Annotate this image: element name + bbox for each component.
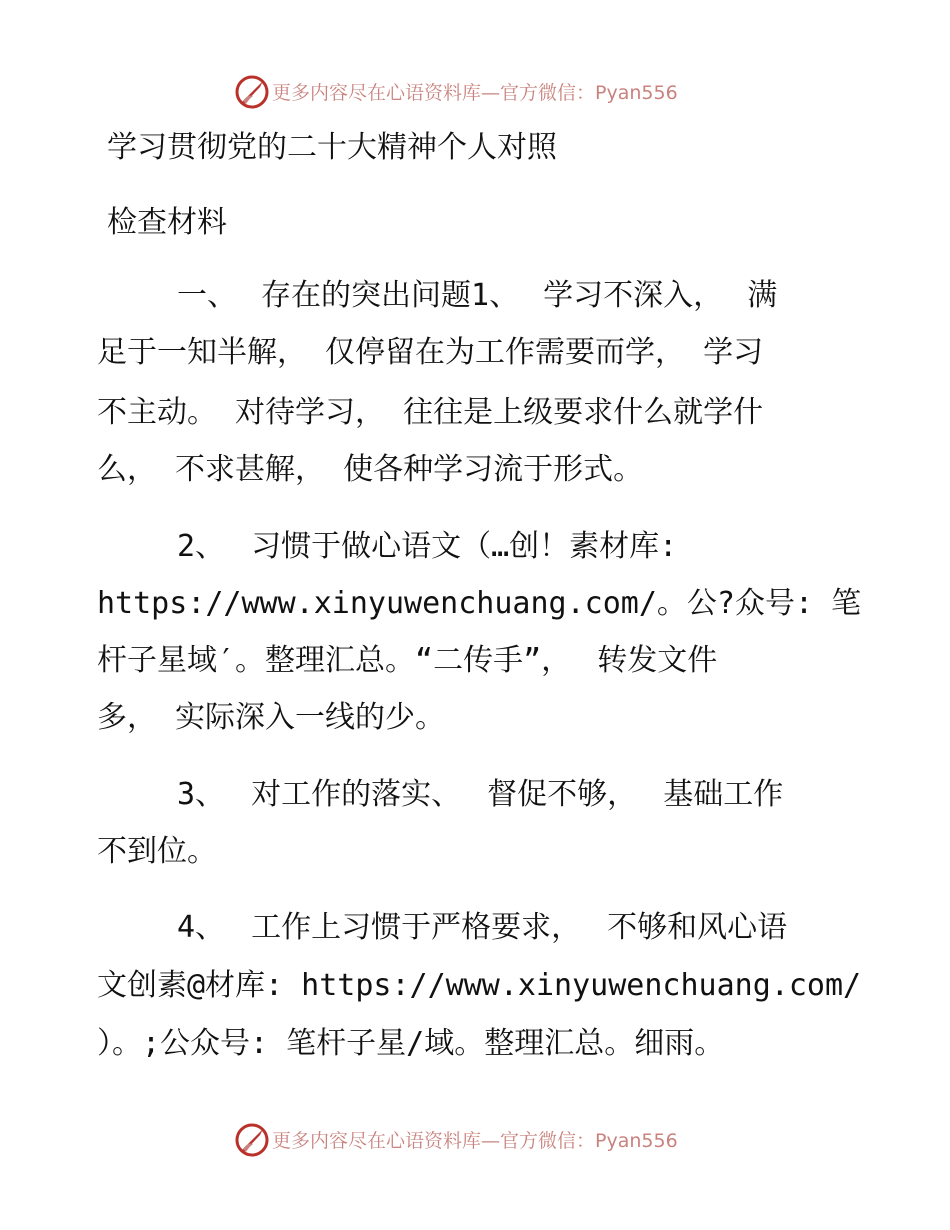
document-subtitle: 检查材料 xyxy=(107,205,227,240)
paragraph-line: ）。;公众号: 笔杆子星/域。整理汇总。细雨。 xyxy=(97,1026,725,1061)
paragraph-line: 杆子星域′。整理汇总。“二传手”， 转发文件 xyxy=(97,643,718,678)
paragraph-line: 文创素@材库: https://www.xinyuwenchuang.com/ xyxy=(97,968,862,1003)
document-title: 学习贯彻党的二十大精神个人对照 xyxy=(107,130,557,165)
paragraph-line: 不主动。 对待学习， 往往是上级要求什么就学什 xyxy=(97,395,764,430)
pen-logo-icon xyxy=(234,74,270,110)
paragraph-line: 么， 不求甚解， 使各种学习流于形式。 xyxy=(97,452,644,487)
footer-banner xyxy=(0,1120,950,1160)
header-banner xyxy=(0,72,950,112)
paragraph-line: 3、 对工作的落实、 督促不够， 基础工作 xyxy=(177,777,784,812)
header-banner-text: 更多内容尽在心语资料库—官方微信：Pyan556 xyxy=(272,82,678,104)
paragraph-line: 4、 工作上习惯于严格要求， 不够和风心语 xyxy=(177,910,788,945)
paragraph-line: 不到位。 xyxy=(97,834,217,869)
paragraph-line: 一、 存在的突出问题1、 学习不深入， 满 xyxy=(177,278,778,313)
paragraph-line: https://www.xinyuwenchuang.com/。公?众号: 笔 xyxy=(97,586,862,621)
paragraph-line: 多， 实际深入一线的少。 xyxy=(97,700,446,735)
footer-banner-text: 更多内容尽在心语资料库—官方微信：Pyan556 xyxy=(272,1130,678,1152)
paragraph-line: 2、 习惯于做心语文（…创！素材库: xyxy=(177,529,678,564)
pen-logo-icon xyxy=(234,1122,270,1158)
paragraph-line: 足于一知半解， 仅停留在为工作需要而学， 学习 xyxy=(97,335,764,370)
